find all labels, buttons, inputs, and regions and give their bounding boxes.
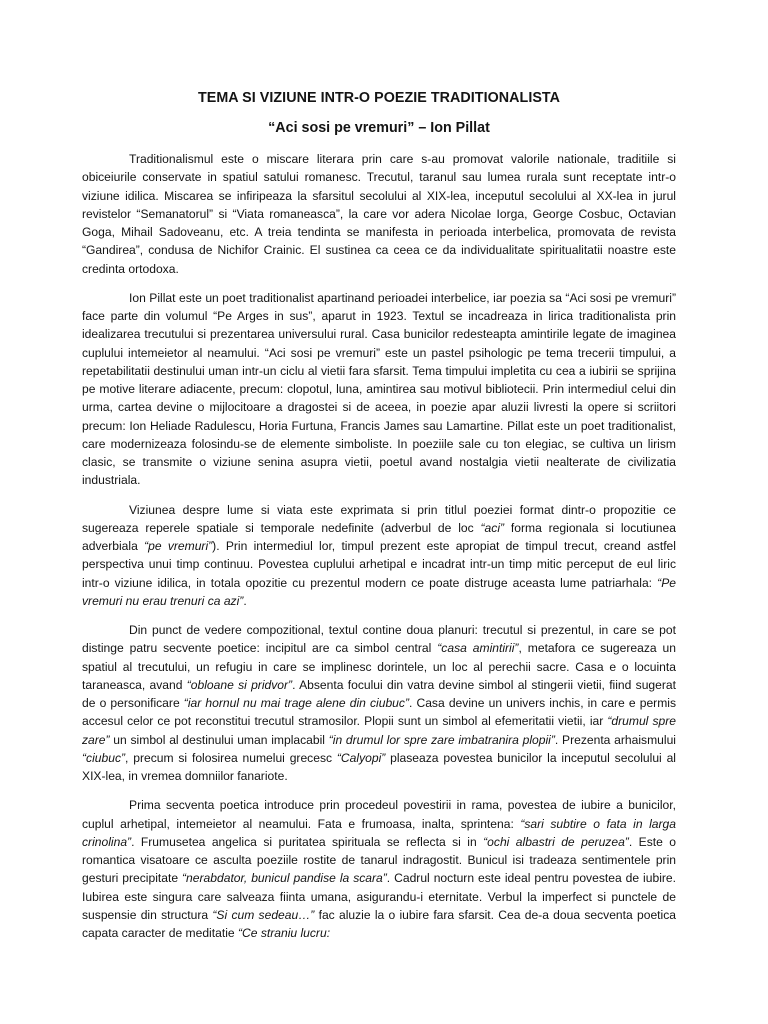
text-run: . Prezenta arhaismului	[554, 732, 676, 747]
quoted-citation: “nerabdator, bunicul pandise la scara”	[182, 871, 387, 886]
text-run: forma regionala si locutiunea adverbiala	[82, 520, 676, 553]
quoted-citation: “Calyopi”	[336, 750, 386, 765]
quoted-citation: “iar hornul nu mai trage alene din ciubuc”	[183, 696, 409, 710]
quoted-citation: “aci”	[480, 520, 505, 535]
paragraph-intro	[82, 150, 676, 278]
text-run: Traditionalismul este o miscare literara prin care s-au promovat valorile nationale, traditiile si obiceiurile conservate in spatiul satului romanesc. Trecutul, taranul sau lumea rurala sunt receptate intr-o viziune idilica. Miscarea se infiripeaza la sfarsitul secolului al XIX-lea, inceputul secolului al XX-lea in jurul revistelor “Semanatorul” si “Viata romaneasca”, la care vor adera Nicolae Iorga, George Cosbuc, Octavian Goga, Mihail Sadoveanu, etc. A treia tendinta se manifesta in perioada interbelica, promovata de revista “Gandirea”, condusa de Nichifor Crainic. El sustinea ca ceea ce da individualitate spiritualitatii noastre este credinta ortodoxa.	[82, 152, 676, 276]
text-run: un simbol al destinului uman implacabil	[109, 732, 329, 747]
quoted-citation: “in drumul lor spre zare imbatranira plopii”	[328, 732, 555, 747]
text-run: ). Prin intermediul lor, timpul prezent este apropiat de timpul trecut, creand astfel perspectiva unui timp continuu. Povestea cuplului arhetipal e incadrat intr-un timp mitic perceput de eul liric intr-o viziune idilica, in totala opozitie cu prezentul modern ce poate distruge aceasta lume patriarhala:	[82, 539, 676, 590]
quoted-citation: “obloane si pridvor”	[186, 677, 293, 692]
text-run: . Casa devine un univers inchis, in care e permis accesul celor ce pot reconstitui trecutul stramosilor. Plopii sunt un simbol al efemeritatii vietii, iar	[82, 696, 677, 729]
text-run: . Absenta focului din vatra devine simbol al stingerii vietii, fiind sugerat de o personificare	[82, 677, 676, 710]
text-run: Prima secventa poetica introduce prin procedeul povestirii in rama, povestea de iubire a bunicilor, cuplul arhetipal, intemeietor al neamului. Fata e frumoasa, inalta, sprintena:	[82, 798, 676, 831]
quoted-citation: “casa amintirii”	[437, 641, 519, 656]
text-run: .	[243, 593, 247, 608]
text-run: Ion Pillat este un poet traditionalist apartinand perioadei interbelice, iar poezia sa “Aci sosi pe vremuri” face parte din volumul “Pe Arges in sus”, aparut in 1923. Textul se incadreaza in lirica traditionalista prin idealizarea trecutului si prezentarea universului rural. Casa bunicilor redesteapta amintirile legate de imaginea cuplului intemeietor al neamului. “Aci sosi pe vremuri” este un pastel psihologic pe tema trecerii timpului, a repetabilitatii destinului uman intr-un ciclu al vietii fara sfarsit. Tema timpului impletita cu cea a iubirii se sprijina pe motive literare adiacente, precum: clopotul, luna, amintirea sau motivul bibliotecii. Prin intermediul celui din urma, cartea devine o mijlocitoare a dragostei si de aceea, in poezie apar aluzii livresti la opere si scriitori precum: Ion Heliade Radulescu, Horia Furtuna, Francis James sau Lamartine. Pillat este un poet traditionalist, care modernizeaza folosindu-se de elemente simboliste. In poeziile sale cu ton elegiac, se cultiva un lirism clasic, se transmite o viziune senina asupra vietii, poetul avand nostalgia vietii nealterate de civilizatia industriala.	[82, 290, 676, 488]
document-page	[82, 88, 676, 953]
text-run: . Frumusetea angelica si puritatea spirituala se reflecta si in	[131, 834, 484, 849]
paragraph-author	[82, 289, 676, 490]
text-run: Viziunea despre lume si viata este exprimata si prin titlul poeziei format dintr-o propozitie ce sugereaza reperele spatiale si temporale nedefinite (adverbul de loc	[82, 502, 676, 535]
quoted-citation: “sari subtire o fata in larga crinolina”	[82, 816, 676, 849]
text-run: , precum si folosirea numelui grecesc	[125, 750, 337, 765]
text-run: , metafora ce sugereaza un spatiul al trecutului, un refugiu in care se implinesc dorintele, un loc al perechii sacre. Casa e o locuinta taraneasca, avand	[82, 641, 676, 692]
document-subtitle: “Aci sosi pe vremuri” – Ion Pillat	[268, 120, 490, 136]
quoted-citation: “ochi albastri de peruzea”	[483, 834, 629, 849]
paragraph-composition	[82, 621, 676, 785]
paragraph-first-sequence	[82, 796, 676, 942]
quoted-citation: “pe vremuri”	[144, 539, 213, 553]
quoted-citation: “ciubuc”	[82, 750, 126, 765]
quoted-citation: “Si cum sedeau…”	[212, 907, 315, 922]
text-run: Din punct de vedere compozitional, textul contine doua planuri: trecutul si prezentul, in care se pot distinge patru secvente poetice: incipitul are ca simbol central	[82, 623, 676, 656]
quoted-citation: “drumul spre zare”	[82, 714, 676, 747]
text-run: plaseaza povestea bunicilor la inceputul secolului al XIX-lea, in vremea domniilor fanariote.	[82, 750, 676, 783]
document-title: TEMA SI VIZIUNE INTR-O POEZIE TRADITIONALISTA	[197, 90, 561, 106]
quoted-citation: “Pe vremuri nu erau trenuri ca azi”	[82, 575, 676, 608]
text-run: . Cadrul nocturn este ideal pentru povestea de iubire. Iubirea este singura care salveaza fiinta umana, asigurandu-i eternitate. Verbul la imperfect si punctele de suspensie din structura	[82, 871, 676, 922]
text-run: . Este o romantica visatoare ce asculta poeziile rostite de tanarul indragostit. Bunicul isi tradeaza sentimentele prin gesturi precipitate	[82, 834, 676, 886]
paragraph-title-analysis	[82, 501, 676, 611]
text-run: fac aluzie la o iubire fara sfarsit. Cea de-a doua secventa poetica capata caracter de meditatie	[82, 907, 676, 940]
quoted-citation: “Ce straniu lucru:	[237, 926, 331, 940]
